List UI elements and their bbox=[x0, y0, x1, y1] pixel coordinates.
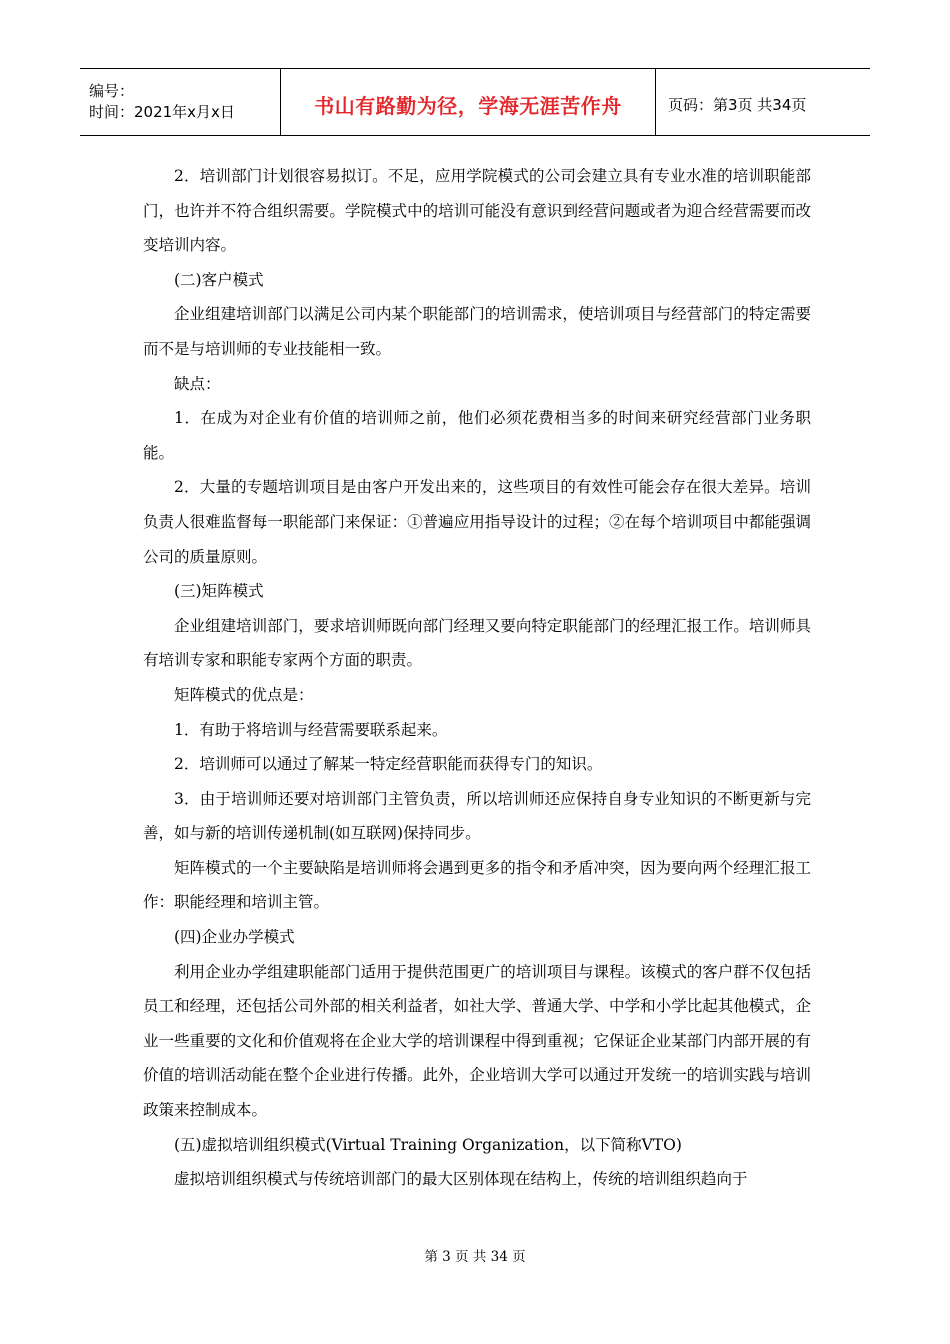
header-info-cell bbox=[80, 69, 281, 135]
paragraph: 虚拟培训组织模式与传统培训部门的最大区别体现在结构上，传统的培训组织趋向于 bbox=[174, 1170, 748, 1189]
paragraph: 3．由于培训师还要对培训部门主管负责，所以培训师还应保持自身专业知识的不断更新与完善，如与新的培训传递机制(如互联网)保持同步。 bbox=[143, 789, 811, 843]
paragraph: 矩阵模式的一个主要缺陷是培训师将会遇到更多的指令和矛盾冲突，因为要向两个经理汇报工作：职能经理和培训主管。 bbox=[143, 858, 811, 912]
document-body bbox=[143, 159, 811, 1197]
page-header bbox=[80, 68, 870, 136]
paragraph: 2．培训部门计划很容易拟订。不足，应用学院模式的公司会建立具有专业水准的培训职能部门，也许并不符合组织需要。学院模式中的培训可能没有意识到经营问题或者为迎合经营需要而改变培训内容。 bbox=[143, 167, 811, 255]
doc-number-label: 编号： bbox=[89, 82, 135, 100]
paragraph: 企业组建培训部门以满足公司内某个职能部门的培训需求，使培训项目与经营部门的特定需要而不是与培训师的专业技能相一致。 bbox=[143, 305, 811, 358]
section-heading: (三)矩阵模式 bbox=[174, 582, 264, 601]
subheading: 矩阵模式的优点是： bbox=[174, 685, 314, 704]
paragraph: 2．培训师可以通过了解某一特定经营职能而获得专门的知识。 bbox=[174, 755, 603, 774]
page-footer: 第 3 页 共 34 页 bbox=[424, 1249, 526, 1265]
section-heading: (五)虚拟培训组织模式(Virtual Training Organization，以下简称VTO) bbox=[174, 1135, 682, 1154]
paragraph: 1．有助于将培训与经营需要联系起来。 bbox=[174, 720, 448, 739]
motto-text: 书山有路勤为径，学海无涯苦作舟 bbox=[314, 93, 622, 118]
section-heading: (四)企业办学模式 bbox=[174, 928, 295, 947]
header-page-cell bbox=[656, 69, 870, 135]
paragraph: 企业组建培训部门，要求培训师既向部门经理又要向特定职能部门的经理汇报工作。培训师具有培训专家和职能专家两个方面的职责。 bbox=[143, 616, 811, 670]
paragraph: 利用企业办学组建职能部门适用于提供范围更广的培训项目与课程。该模式的客户群不仅包括员工和经理，还包括公司外部的相关利益者，如社大学、普通大学、中学和小学比起其他模式，企业一些重要的文化和价值观将在企业大学的培训课程中得到重视；它保证企业某部门内部开展的有价值的培训活动能在整个企业进行传播。此外，企业培训大学可以通过开发统一的培训实践与培训政策来控制成本。 bbox=[143, 962, 811, 1120]
header-motto-cell bbox=[281, 69, 656, 135]
section-heading: (二)客户模式 bbox=[174, 270, 264, 289]
paragraph: 2．大量的专题培训项目是由客户开发出来的，这些项目的有效性可能会存在很大差异。培训负责人很难监督每一职能部门来保证：①普遍应用指导设计的过程；②在每个培训项目中都能强调公司的质量原则。 bbox=[143, 478, 811, 566]
subheading: 缺点： bbox=[174, 374, 221, 393]
time-label: 时间：2021年x月x日 bbox=[89, 103, 235, 121]
page-code: 页码：第3页 共34页 bbox=[668, 95, 807, 114]
paragraph: 1．在成为对企业有价值的培训师之前，他们必须花费相当多的时间来研究经营部门业务职能。 bbox=[143, 409, 811, 462]
